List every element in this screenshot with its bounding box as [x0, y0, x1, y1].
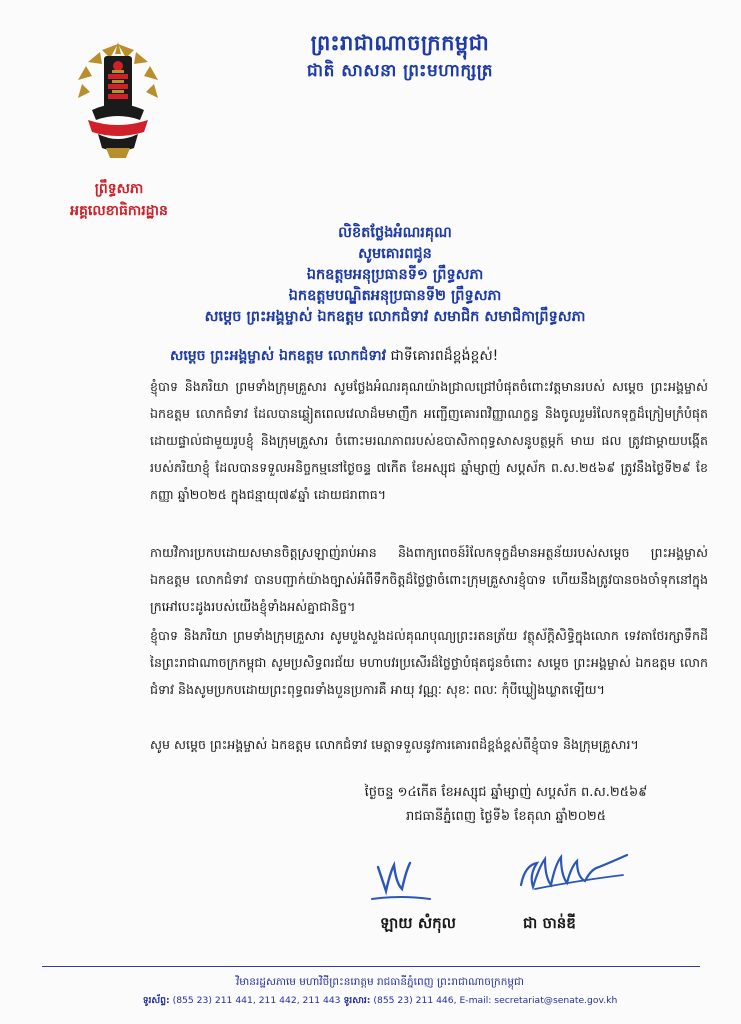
paragraph-4: សូម សម្ដេច ព្រះអង្គម្ចាស់ ឯកឧត្ដម លោកជំទាវ មេត្តាទទួលនូវការគោរពដ៏ខ្ពង់ខ្ពស់ពីខ្ញុំបាទ និងក្រុមគ្រួសារ។	[150, 737, 639, 752]
kingdom-title: ព្រះរាជាណាចក្រកម្ពុជា	[310, 31, 490, 55]
footer-phone-label: ទូរស័ព្ទ:	[142, 995, 170, 1006]
org-name: ព្រឹទ្ធសភា	[94, 181, 144, 197]
signatory-name-1: ឡាយ សំកុល	[380, 914, 456, 932]
paragraph-3: ខ្ញុំបាទ និងភរិយា ព្រមទាំងក្រុមគ្រួសារ សូមបួងសួងដល់គុណបុណ្យព្រះរតនត្រ័យ វត្ថុស័ក្ដិសិទ្ធិក្នុងលោក ទេវតាថែរក្សាទឹកដីនៃព្រះរាជាណាចក្រកម្ពុជា សូមប្រសិទ្ធពរជ័យ មហាបវរប្រសើរដ៏ថ្លៃថ្លាបំផុតជូនចំពោះ សម្ដេច ព្រះអង្គម្ចាស់ ឯកឧត្ដម លោកជំទាវ និងសូមប្រកបដោយព្រះពុទ្ធពរទាំងបួនប្រការគឺ អាយុ វណ្ណៈ សុខៈ ពលៈ កុំបីឃ្លៀងឃ្លាតឡើយ។	[150, 628, 708, 697]
signature-2	[515, 845, 635, 900]
senate-emblem-icon	[74, 40, 162, 160]
footer-fax: (855 23) 211 446, E-mail: secretariat@senate.gov.kh	[373, 995, 618, 1006]
footer-contact	[60, 994, 700, 1007]
letter-recipient-1: ឯកឧត្ដមអនុប្រធានទី១ ព្រឹទ្ធសភា	[306, 267, 484, 283]
letter-title: លិខិតថ្លែងអំណរគុណ	[338, 225, 452, 241]
letter-recipient-2: ឯកឧត្ដមបណ្ឌិតអនុប្រធានទី២ ព្រឹទ្ធសភា	[288, 288, 502, 304]
salutation-honorific: សម្ដេច ព្រះអង្គម្ចាស់ ឯកឧត្ដម លោកជំទាវ	[170, 348, 387, 364]
footer-phone: (855 23) 211 441, 211 442, 211 443	[172, 995, 341, 1006]
letter-recipient-intro: សូមគោរពជូន	[358, 246, 432, 262]
paragraph-1: ខ្ញុំបាទ និងភរិយា ព្រមទាំងក្រុមគ្រួសារ សូមថ្លែងអំណរគុណយ៉ាងជ្រាលជ្រៅបំផុតចំពោះវត្តមានរបស់ សម្ដេច ព្រះអង្គម្ចាស់ ឯកឧត្ដម លោកជំទាវ ដែលបានឆ្លៀតពេលវេលាដ៏មមាញឹក អញ្ជើញគោរពវិញ្ញាណក្ខន្ធ និងចូលរួមរំលែកទុក្ខដ៏ក្រៀមក្រំបំផុតដោយផ្ទាល់ជាមួយរូបខ្ញុំ និងក្រុមគ្រួសារ ចំពោះមរណភាពរបស់ឧបាសិកាពុទ្ធសាសនូបត្ថម្ភក៍ មាឃ ផល ត្រូវជាម្ដាយបង្កើតរបស់ភរិយាខ្ញុំ ដែលបានទទួលអនិច្ចកម្មនៅថ្ងៃចន្ទ ៧កើត ខែអស្សុជ ឆ្នាំម្សាញ់ សប្ដស័ក ព.ស.២៥៦៩ ត្រូវនឹងថ្ងៃទី២៩ ខែកញ្ញា ឆ្នាំ២០២៥ ក្នុងជន្មាយុ៧៩ឆ្នាំ ដោយជរាពាធ។	[150, 379, 708, 502]
letter-recipient-3: សម្ដេច ព្រះអង្គម្ចាស់ ឯកឧត្ដម លោកជំទាវ សមាជិក សមាជិកាព្រឹទ្ធសភា	[204, 309, 586, 325]
footer-address: វិមានរដ្ឋសភាមេ មហាវិថីព្រះនរោត្ដម រាជធានីភ្នំពេញ ព្រះរាជាណាចក្រកម្ពុជា	[235, 976, 525, 988]
signatory-name-2: ជា ចាន់ឌី	[523, 914, 576, 932]
date-place: រាជធានីភ្នំពេញ ថ្ងៃទី៦ ខែតុលា ឆ្នាំ២០២៥	[406, 809, 606, 824]
paragraph-2: កាយវិការប្រកបដោយសមានចិត្តស្រឡាញ់រាប់អាន និងពាក្យពេចន៍រំលែកទុក្ខដ៏មានអត្ថន័យរបស់សម្ដេច ព្រះអង្គម្ចាស់ ឯកឧត្ដម លោកជំទាវ បានបញ្ជាក់យ៉ាងច្បាស់អំពីទឹកចិត្តដ៏ថ្លៃថ្លាចំពោះក្រុមគ្រួសារខ្ញុំបាទ ហើយនឹងត្រូវបានចងចាំទុកនៅក្នុងក្រអៅបេះដូងរបស់យើងខ្ញុំទាំងអស់គ្នាជានិច្ច។	[150, 545, 708, 614]
salutation-rest: ជាទីគោរពដ៏ខ្ពង់ខ្ពស់!	[390, 348, 499, 364]
salutation	[170, 345, 710, 367]
footer-divider	[42, 966, 700, 967]
kingdom-motto: ជាតិ សាសនា ព្រះមហាក្សត្រ	[306, 61, 494, 81]
footer-fax-label: ទូរសារ:	[343, 995, 371, 1006]
org-department: អគ្គលេខាធិការដ្ឋាន	[70, 203, 168, 219]
signature-1	[364, 855, 444, 905]
date-lunar: ថ្ងៃចន្ទ ១៤កើត ខែអស្សុជ ឆ្នាំម្សាញ់ សប្ដស័ក ព.ស.២៥៦៩	[364, 785, 648, 800]
